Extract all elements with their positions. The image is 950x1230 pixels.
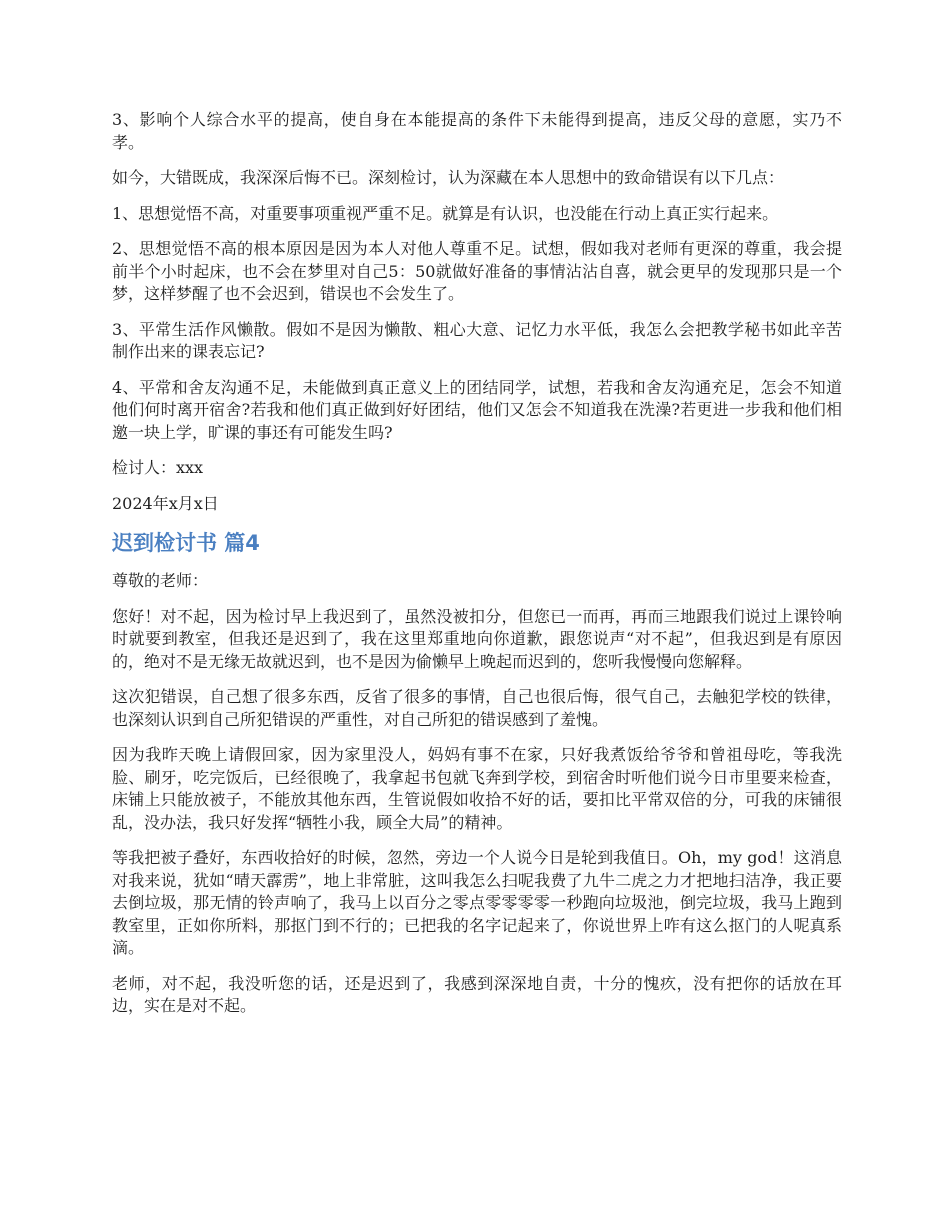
- paragraph-closing: 老师，对不起，我没听您的话，还是迟到了，我感到深深地自责，十分的愧疚，没有把你的话放在耳边，实在是对不起。: [112, 973, 842, 1015]
- document-page: [112, 109, 842, 1031]
- signature-line: 检讨人：xxx: [112, 458, 204, 477]
- paragraph-reason: 因为我昨天晚上请假回家，因为家里没人，妈妈有事不在家，只好我煮饭给爷爷和曾祖母吃，等我洗脸、刷牙，吃完饭后，已经很晚了，我拿起书包就飞奔到学校，到宿舍时听他们说今日市里要来检查，床铺上只能放被子，不能放其他东西，生管说假如收拾不好的话，要扣比平常双倍的分，可我的床铺很乱，没办法，我只好发挥“牺牲小我，顾全大局”的精神。: [112, 745, 842, 832]
- paragraph-point-2: 2、思想觉悟不高的根本原因是因为本人对他人尊重不足。试想，假如我对老师有更深的尊重，我会提前半个小时起床，也不会在梦里对自己5：50就做好准备的事情沾沾自喜，就会更早的发现那只是一个梦，这样梦醒了也不会迟到，错误也不会发生了。: [112, 239, 842, 303]
- paragraph-point-1: 1、思想觉悟不高，对重要事项重视严重不足。就算是有认识，也没能在行动上真正实行起来。: [112, 203, 779, 223]
- date-line: 2024年x月x日: [112, 493, 219, 513]
- paragraph-point-4: 4、平常和舍友沟通不足，未能做到真正意义上的团结同学，试想，若我和舍友沟通充足，怎会不知道他们何时离开宿舍?若我和他们真正做到好好团结，他们又怎会不知道我在洗澡?若更进一步我和他们相邀一块上学，旷课的事还有可能发生吗?: [112, 377, 842, 442]
- salutation: 尊敬的老师：: [112, 571, 209, 590]
- paragraph-point-3: 3、平常生活作风懒散。假如不是因为懒散、粗心大意、记忆力水平低，我怎么会把教学秘书如此辛苦制作出来的课表忘记?: [112, 319, 842, 361]
- paragraph-regret-intro: 如今，大错既成，我深深后悔不已。深刻检讨，认为深藏在本人思想中的致命错误有以下几点：: [112, 168, 785, 187]
- paragraph-reflection: 这次犯错误，自己想了很多东西，反省了很多的事情，自己也很后悔，很气自己，去触犯学校的铁律，也深刻认识到自己所犯错误的严重性，对自己所犯的错误感到了羞愧。: [112, 687, 842, 729]
- section-heading: 迟到检讨书 篇4: [112, 531, 260, 555]
- paragraph-apology: 您好！对不起，因为检讨早上我迟到了，虽然没被扣分，但您已一而再，再而三地跟我们说过上课铃响时就要到教室，但我还是迟到了，我在这里郑重地向你道歉，跟您说声“对不起”，但我迟到是有原因的，绝对不是无缘无故就迟到，也不是因为偷懒早上晚起而迟到的，您听我慢慢向您解释。: [112, 606, 842, 671]
- paragraph-item3-effect: 3、影响个人综合水平的提高，使自身在本能提高的条件下未能得到提高，违反父母的意愿，实乃不孝。: [112, 110, 842, 152]
- paragraph-duty-day: 等我把被子叠好，东西收拾好的时候，忽然，旁边一个人说今日是轮到我值日。Oh，my god！这消息对我来说，犹如“晴天霹雳”，地上非常脏，这叫我怎么扫呢我费了九牛二虎之力才把地扫洁净，我正要去倒垃圾，那无情的铃声响了，我马上以百分之零点零零零零一秒跑向垃圾池，倒完垃圾，我马上跑到教室里，正如你所料，那抠门到不行的；已把我的名字记起来了，你说世界上咋有这么抠门的人呢真系滴。: [112, 848, 842, 957]
